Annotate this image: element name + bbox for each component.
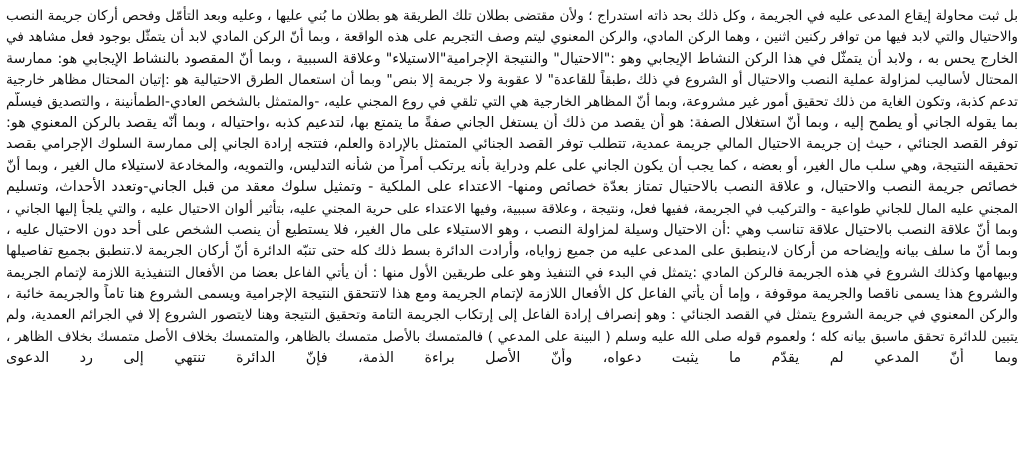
text-line: تحقيقه النتيجة، وهي سلب مال الغير، أو بعضه ، كما يجب أن يكون الجاني على علم ودراية بأنه يرتكب أمراً من شأنه التدليس، والتمويه، والمخادعة لاستيلاء مال الغير ، وبما أنّ [6, 157, 1018, 174]
text-line: وبيهامها وكذلك الشروع في هذه الجريمة فالركن المادي :يتمثل في البدء في التنفيذ وهو على طريقين الأول منها : أن يأتي الفاعل بعضا من الأفعال التنفيذية اللازمة لإتمام الجريمة [6, 264, 1018, 281]
judgment-text-body [6, 0, 1018, 370]
text-line: المجني عليه المال للجاني طواعية - والتركيب في الجريمة، ففيها فعل، ونتيجة ، وعلاقة سببية، وفيها الاعتداء على حرية المجني عليه، بتأثير ألوان الاحتيال عليه ، والتي يلجأ إليها الجاني ، [6, 201, 1018, 217]
text-line: بما يقوله الجاني أو يطمح إليه ، وبما أنّ استغلال الصفة: هو أن يقصد من ذلك أن يستغل الجاني صفةً ما يتمتع بها، لتدعيم كذبه ،واحتياله ، وبما أنّه يقصد بالركن المعنوي هو: [6, 114, 1018, 131]
text-line: بل ثبت محاولة إيقاع المدعى عليه في الجريمة ، وكل ذلك بحد ذاته استدراج ؛ ولأن مقتضى بطلان تلك الطريقة هو بطلان ما بُني عليها ، وعليه وبعد التأمّل وفحص أركان جريمة النصب [6, 8, 1018, 24]
text-line: خصائص جريمة النصب والاحتيال، و علاقة النصب بالاحتيال تمتاز بعدّة خصائص ومنها- الاعتداء على الملكية - وتمثيل سلوك معقد من قبل الجاني-وتعدد الأحداث، وتسليم [6, 179, 1018, 196]
text-line: والشروع هذا يسمى ناقصا والجريمة موقوفة ، وإما أن يأتي الفاعل كل الأفعال اللازمة لإتمام الجريمة ومع هذا لاتتحقق النتيجة الإجرامية ويسمى الشروع هنا تاماً والجريمة خائبة ، [6, 286, 1018, 303]
text-line: وبما أنّ ما سلف بيانه وإيضاحه من أركان لا،ينطبق على المدعى عليه من جميع زواياه، وأرادت الدائرة بسط ذلك كله حتى تنبّه الدائرة أنّ أركان الجريمة لا.تنطبق بجميع تفاصيلها [6, 243, 1018, 260]
document-page [6, 0, 1018, 465]
text-line: المحتال لأساليب لمزاولة عملية النصب والاحتيال أو الشروع في ذلك ،طبقاً للقاعدة" لا عقوبة ولا جريمة إلا بنص" وبما أن استعمال الطرق الاحتيالية هو :إتيان المحتال مظاهر خارجية [6, 72, 1018, 89]
text-line: يتبين للدائرة تحقق ماسبق بيانه كله ؛ ولعموم قوله صلى الله عليه وسلم ( البينة على المدعي ) فالمتمسك بالأصل متمسك بالظاهر، والمتمسك بخلاف الأصل متمسك بخلاف الظاهر ، [6, 328, 1018, 345]
text-line: وبما أنّ علاقة النصب بالاحتيال علاقة تناسب وهي :أن الاحتيال وسيلة لمزاولة النصب ، وهو الاستيلاء على مال الغير، فلا يستطيع أن ينصب الشخص على أحد دون الاحتيال عليه ، [6, 221, 1018, 238]
text-line: وبما أنّ المدعي لم يقدّم ما يثبت دعواه، وأنّ الأصل براءة الذمة، فإنّ الدائرة تنتهي إلى رد الدعوى [6, 350, 1018, 367]
text-line: توفر القصد الجنائي ، حيث إن جريمة الاحتيال المالي جريمة عمدية، تتطلب توفر القصد الجنائي المتمثل بالإرادة والعلم، فتتجه إرادة الجاني إلى ممارسة السلوك الإجرامي بقصد [6, 136, 1018, 153]
text-line: والاحتيال والتي لابد فيها من توافر ركنين اثنين ، وهما الركن المادي، والركن المعنوي ليتم وصف التجريم على هذه الواقعة ، وبما أنّ الركن المادي لابد أن يتمثّل بوجود فعل مشاهد في [6, 29, 1018, 46]
text-line: والركن المعنوي في جريمة الشروع يتمثل في القصد الجنائي : وهو إنصراف إرادة الفاعل إلى إرتكاب الجريمة التامة وتحقيق النتيجة وهنا لايتصور الشروع إلا في الجرائم العمدية، ولم [6, 307, 1018, 324]
text-line: الخارج يحس به ، ولابد أن يتمثّل في هذا الركن النشاط الإيجابي وهو :"الاحتيال" والنتيجة الإجرامية"الاستيلاء" وعلاقة السببية ، وبما أنّ المقصود بالنشاط الإيجابي هو: ممارسة [6, 50, 1018, 67]
text-line: تدعم كذبة، وتكون الغاية من ذلك تحقيق أمور غير مشروعة، وبما أنّ المظاهر الخارجية هي التي تلقي في روع المجني عليه، -والمتمثل بالشخص العادي-الطمأنينة ، والتصديق فيسلّم [6, 93, 1018, 110]
